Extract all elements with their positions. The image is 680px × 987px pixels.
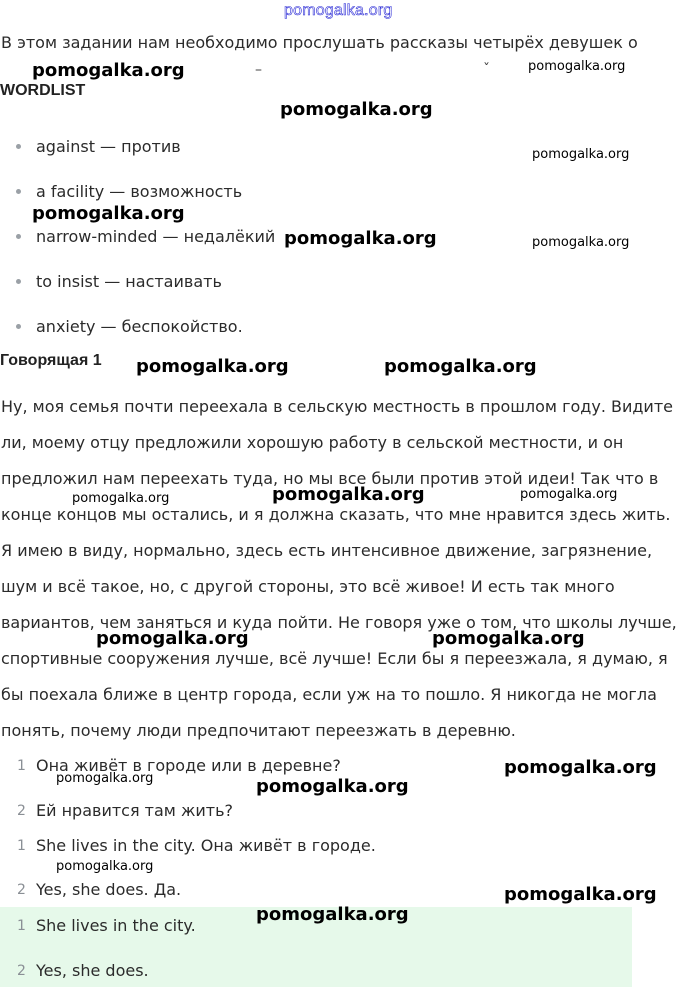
separator-dash: ˇ: [483, 62, 490, 78]
wordlist-item: to insist — настаивать: [36, 272, 222, 291]
final-answer-text: Yes, she does.: [36, 961, 149, 980]
intro-text: В этом задании нам необходимо прослушать рассказы четырёх девушек о: [1, 33, 638, 52]
answer-text: She lives in the city. Она живёт в городе.: [36, 836, 376, 855]
watermark: pomogalka.org: [72, 491, 170, 506]
watermark: pomogalka.org: [284, 228, 437, 249]
watermark: pomogalka.org: [56, 859, 154, 874]
question-number: 2: [17, 803, 26, 819]
question-text: Она живёт в городе или в деревне?: [36, 756, 341, 775]
paragraph-line: Я имею в виду, нормально, здесь есть интенсивное движение, загрязнение,: [1, 541, 653, 560]
watermark: pomogalka.org: [256, 776, 409, 797]
watermark: pomogalka.org: [280, 99, 433, 120]
paragraph-line: конце концов мы остались, и я должна сказать, что мне нравится здесь жить.: [1, 505, 671, 524]
watermark: pomogalka.org: [384, 356, 537, 377]
separator-dash: –: [255, 62, 262, 78]
bullet-icon: [16, 234, 21, 239]
answer-number: 1: [17, 838, 26, 854]
speaker-title: Говорящая 1: [0, 352, 102, 369]
question-text: Ей нравится там жить?: [36, 801, 234, 820]
final-answer-number: 1: [17, 918, 26, 934]
site-header[interactable]: pomogalka.org: [284, 2, 393, 19]
wordlist-item: against — против: [36, 137, 181, 156]
wordlist-item: narrow-minded — недалёкий: [36, 227, 276, 246]
wordlist-item: a facility — возможность: [36, 182, 243, 201]
watermark: pomogalka.org: [432, 628, 585, 649]
paragraph-line: предложил нам переехать туда, но мы все были против этой идеи! Так что в: [1, 469, 659, 488]
paragraph-line: ли, моему отцу предложили хорошую работу в сельской местности, и он: [1, 433, 624, 452]
watermark: pomogalka.org: [32, 60, 185, 81]
final-answer-number: 2: [17, 963, 26, 979]
watermark: pomogalka.org: [504, 757, 657, 778]
bullet-icon: [16, 324, 21, 329]
watermark: pomogalka.org: [96, 628, 249, 649]
bullet-icon: [16, 279, 21, 284]
watermark: pomogalka.org: [532, 235, 630, 250]
watermark: pomogalka.org: [256, 904, 409, 925]
answer-number: 2: [17, 882, 26, 898]
watermark: pomogalka.org: [56, 771, 154, 786]
wordlist-item: anxiety — беспокойство.: [36, 317, 243, 336]
paragraph-line: спортивные сооружения лучше, всё лучше! Если бы я переезжала, я думаю, я: [1, 649, 668, 668]
paragraph-line: вариантов, чем заняться и куда пойти. Не говоря уже о том, что школы лучше,: [1, 613, 677, 632]
watermark: pomogalka.org: [504, 884, 657, 905]
watermark: pomogalka.org: [520, 487, 618, 502]
watermark: pomogalka.org: [136, 356, 289, 377]
paragraph-line: бы поехала ближе в центр города, если уж на то пошло. Я никогда не могла: [1, 685, 657, 704]
watermark: pomogalka.org: [532, 147, 630, 162]
paragraph-line: Ну, моя семья почти переехала в сельскую местность в прошлом году. Видите: [1, 397, 673, 416]
bullet-icon: [16, 189, 21, 194]
final-answer-text: She lives in the city.: [36, 916, 196, 935]
wordlist-title: WORDLIST: [0, 82, 86, 99]
paragraph-line: понять, почему люди предпочитают переезжать в деревню.: [1, 721, 516, 740]
watermark: pomogalka.org: [272, 484, 425, 505]
bullet-icon: [16, 144, 21, 149]
watermark: pomogalka.org: [32, 203, 185, 224]
answer-text: Yes, she does. Да.: [36, 880, 182, 899]
paragraph-line: шум и всё такое, но, с другой стороны, это всё живое! И есть так много: [1, 577, 615, 596]
question-number: 1: [17, 758, 26, 774]
watermark: pomogalka.org: [528, 59, 626, 74]
